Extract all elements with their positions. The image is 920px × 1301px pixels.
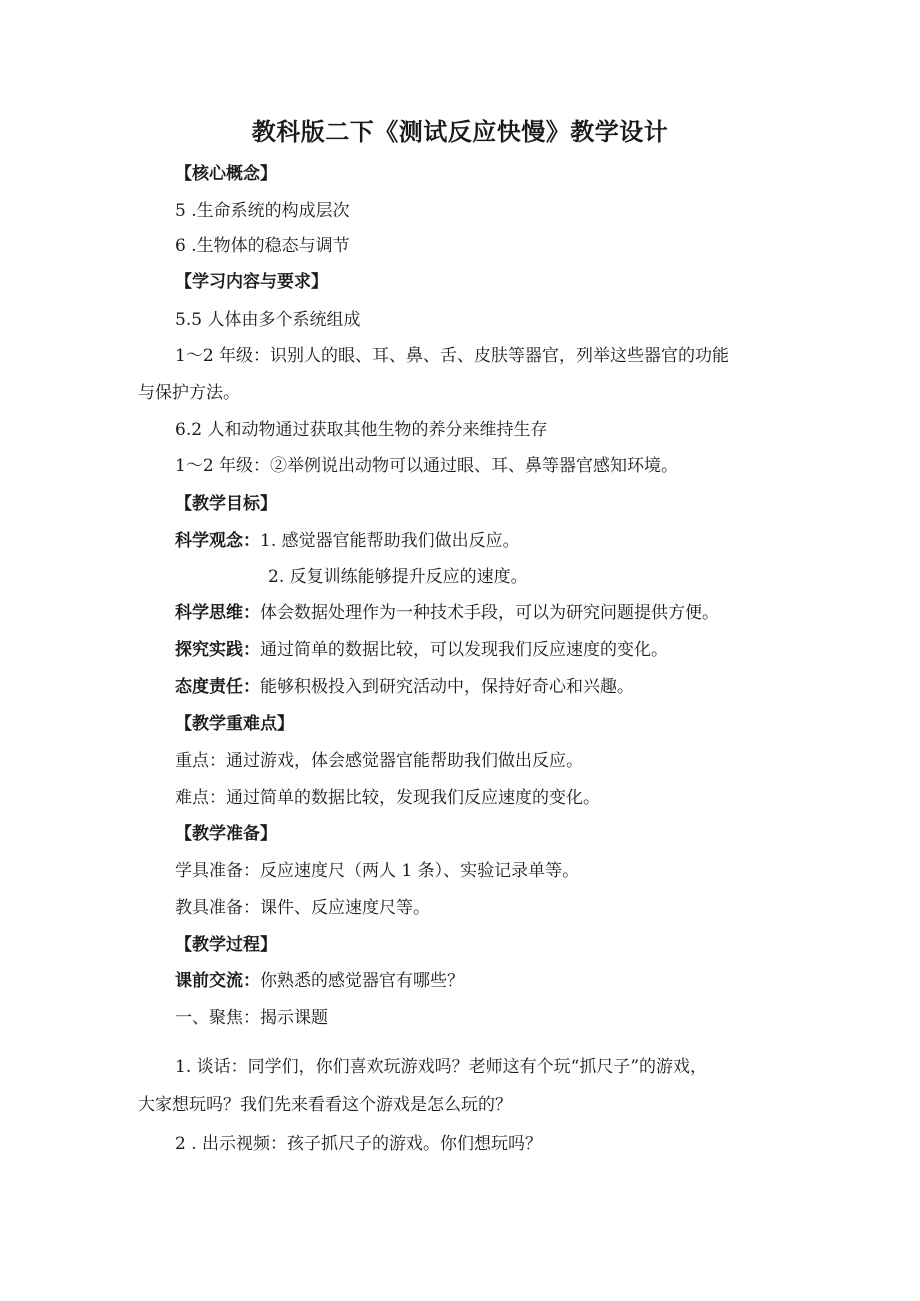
process-label: 课前交流： (175, 971, 260, 991)
heading-objectives: 【教学目标】 (175, 494, 277, 514)
objective-attitude (175, 675, 634, 699)
student-preparation: 学具准备：反应速度尺（两人 1 条）、实验记录单等。 (175, 861, 580, 881)
heading-preparation: 【教学准备】 (175, 824, 277, 844)
objective-inquiry (175, 638, 668, 662)
core-concept-item: 6 .生物体的稳态与调节 (175, 236, 350, 256)
objective-label: 探究实践： (175, 640, 260, 660)
heading-process: 【教学过程】 (175, 935, 277, 955)
teacher-preparation: 教具准备：课件、反应速度尺等。 (175, 898, 430, 918)
heading-content-requirements: 【学习内容与要求】 (175, 272, 328, 292)
objective-text: 通过简单的数据比较，可以发现我们反应速度的变化。 (260, 640, 668, 660)
objective-science-concept (175, 529, 520, 553)
requirement-text: 与保护方法。 (138, 383, 240, 403)
objective-label: 科学思维： (175, 603, 260, 623)
objective-text: 能够积极投入到研究活动中，保持好奇心和兴趣。 (260, 677, 634, 697)
objective-text: 体会数据处理作为一种技术手段，可以为研究问题提供方便。 (260, 603, 719, 623)
objective-science-thinking (175, 601, 719, 625)
objective-label: 科学观念： (175, 531, 260, 551)
heading-key-points: 【教学重难点】 (175, 714, 294, 734)
process-text: 你熟悉的感觉器官有哪些？ (260, 971, 464, 991)
requirement-title: 6.2 人和动物通过获取其他生物的养分来维持生存 (175, 420, 548, 440)
requirement-text: 1～2 年级：识别人的眼、耳、鼻、舌、皮肤等器官，列举这些器官的功能 (175, 346, 730, 366)
requirement-title: 5.5 人体由多个系统组成 (175, 310, 361, 330)
process-section-title: 一、聚焦：揭示课题 (175, 1008, 328, 1028)
objective-text: 1. 感觉器官能帮助我们做出反应。 (260, 531, 520, 551)
difficult-point-text: 难点：通过简单的数据比较，发现我们反应速度的变化。 (175, 788, 600, 808)
process-step-text: 大家想玩吗？我们先来看看这个游戏是怎么玩的？ (138, 1095, 512, 1115)
process-step-text: 2 . 出示视频：孩子抓尺子的游戏。你们想玩吗？ (175, 1134, 543, 1154)
pre-class-exchange (175, 969, 464, 993)
core-concept-item: 5 .生命系统的构成层次 (175, 201, 350, 221)
objective-text: 2. 反复训练能够提升反应的速度。 (268, 567, 528, 587)
objective-label: 态度责任： (175, 677, 260, 697)
process-step-text: 1. 谈话：同学们，你们喜欢玩游戏吗？老师这有个玩“抓尺子”的游戏， (175, 1057, 708, 1077)
key-point-text: 重点：通过游戏，体会感觉器官能帮助我们做出反应。 (175, 751, 583, 771)
heading-core-concepts: 【核心概念】 (175, 164, 277, 184)
requirement-text: 1～2 年级：②举例说出动物可以通过眼、耳、鼻等器官感知环境。 (175, 456, 679, 476)
document-title: 教科版二下《测试反应快慢》教学设计 (251, 118, 669, 146)
